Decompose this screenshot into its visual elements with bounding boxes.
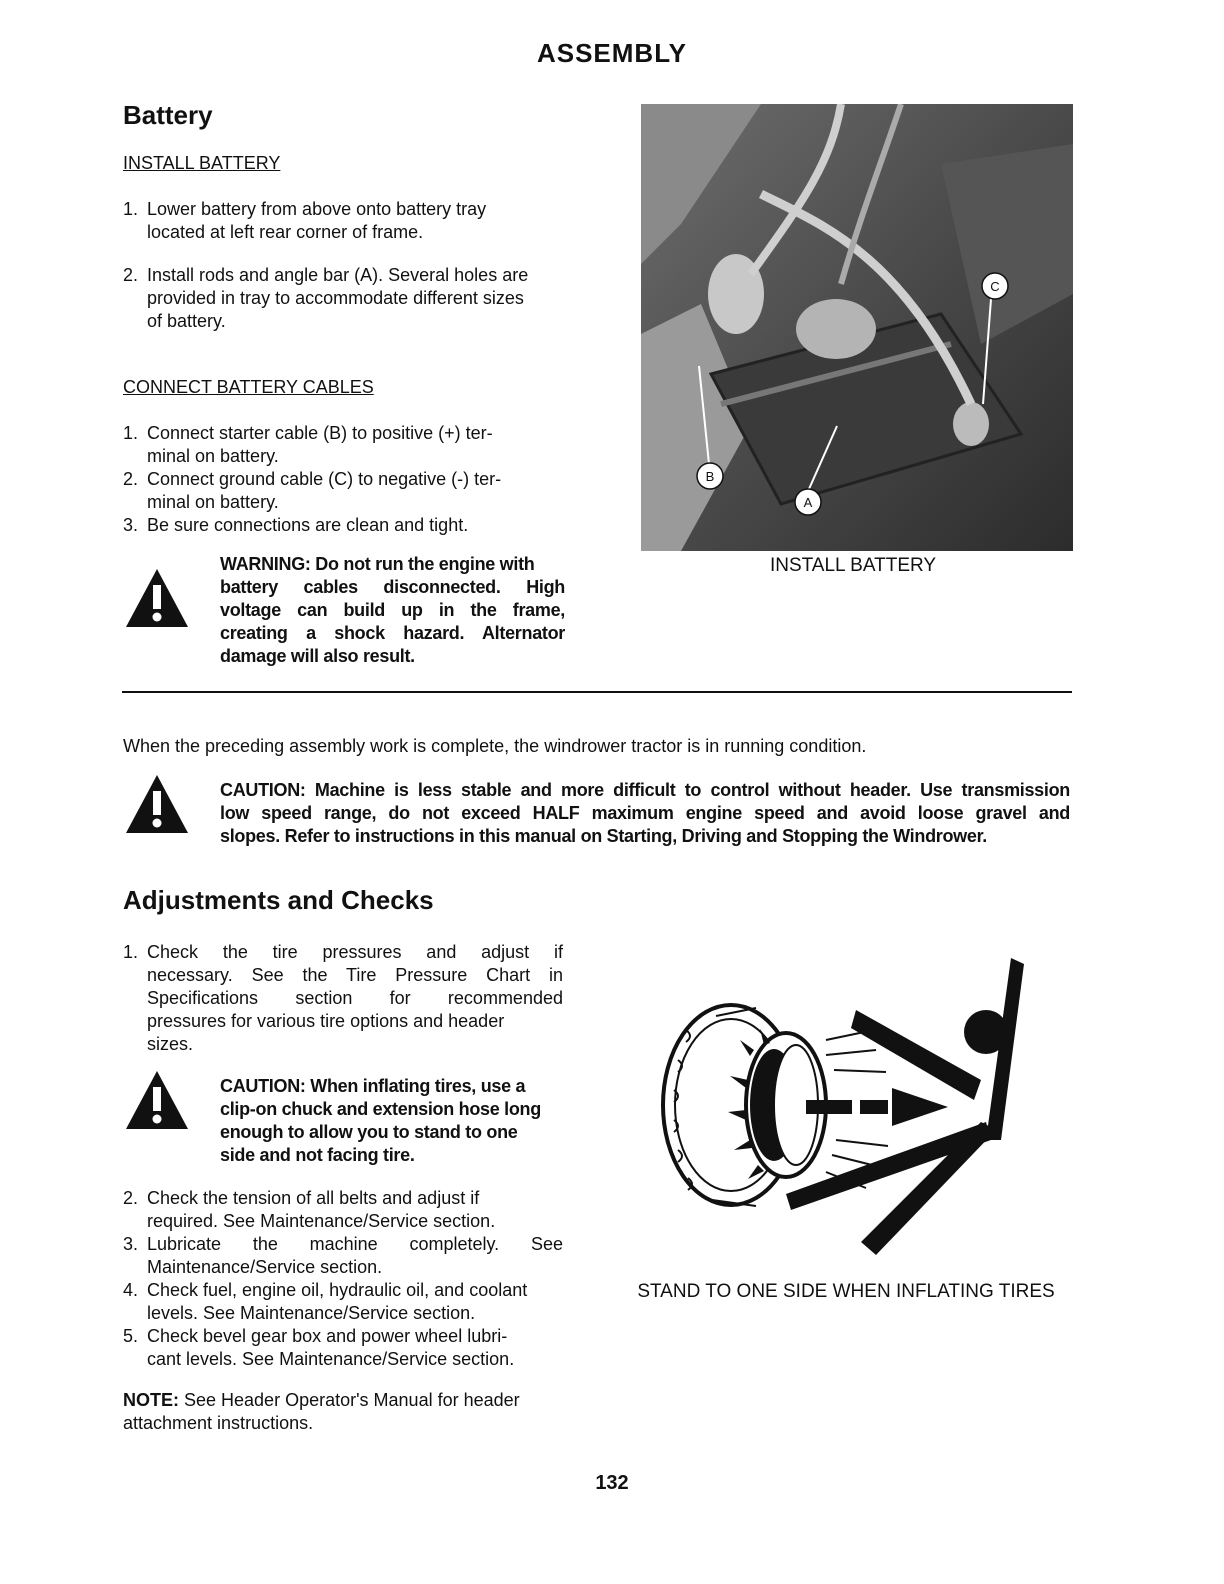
install-battery-steps — [123, 198, 563, 333]
warning-line: damage will also result. — [220, 646, 415, 666]
caution-line: CAUTION: Machine is less stable and more difficult to control without header. Use transmission — [220, 780, 1070, 800]
step-line: Connect starter cable (B) to positive (+) ter- — [147, 423, 493, 443]
tire-figure-caption: STAND TO ONE SIDE WHEN INFLATING TIRES — [637, 1281, 1055, 1302]
step-line: Check bevel gear box and power wheel lubri- — [147, 1326, 508, 1346]
page-header: ASSEMBLY — [536, 38, 688, 68]
page-number: 132 — [595, 1472, 629, 1494]
warning-line: creating a shock hazard. Alternator — [220, 623, 565, 643]
warning-triangle-icon — [124, 567, 190, 629]
step-line: Connect ground cable (C) to negative (-) ter- — [147, 469, 502, 489]
step-line: Check the tension of all belts and adjust if — [147, 1188, 480, 1208]
caution-line: side and not facing tire. — [220, 1145, 415, 1165]
install-battery-caption: INSTALL BATTERY — [769, 555, 937, 576]
step-line: Maintenance/Service section. — [147, 1257, 383, 1277]
step-number: 2. — [123, 265, 139, 285]
step-number: 2. — [123, 1188, 139, 1208]
step-line: Lubricate the machine completely. See — [147, 1234, 563, 1254]
tire-inflation-figure — [656, 950, 1026, 1268]
step-line: necessary. See the Tire Pressure Chart in — [147, 965, 563, 985]
warning-line: battery cables disconnected. High — [220, 577, 565, 597]
connect-step-3 — [123, 514, 563, 537]
step-line: Check the tire pressures and adjust if — [147, 942, 563, 962]
adjust-step-1-list — [123, 941, 563, 1056]
adjust-steps — [123, 1187, 563, 1371]
step-line: minal on battery. — [147, 492, 279, 512]
step-line: Install rods and angle bar (A). Several holes are — [147, 265, 529, 285]
install-step-1 — [123, 198, 563, 244]
step-number: 5. — [123, 1326, 139, 1346]
step-line: located at left rear corner of frame. — [147, 222, 424, 242]
step-line: sizes. — [147, 1034, 194, 1054]
step-line: provided in tray to accommodate different sizes — [147, 288, 524, 308]
machine-caution-text — [220, 779, 1070, 848]
note-label: NOTE: — [123, 1390, 179, 1410]
caution-line: CAUTION: When inflating tires, use a — [220, 1076, 526, 1096]
callout-a: A — [803, 495, 813, 510]
step-number: 4. — [123, 1280, 139, 1300]
install-battery-photo — [641, 104, 1073, 551]
battery-warning-text — [220, 553, 565, 668]
step-line: Check fuel, engine oil, hydraulic oil, and coolant — [147, 1280, 528, 1300]
section-divider — [122, 691, 1072, 693]
note-text: See Header Operator's Manual for header — [179, 1390, 520, 1410]
note-line — [123, 1389, 563, 1412]
adjust-step-1 — [123, 941, 563, 1056]
connect-step-2 — [123, 468, 563, 514]
step-line: Lower battery from above onto battery tray — [147, 199, 487, 219]
install-step-2 — [123, 264, 563, 333]
caution-line: enough to allow you to stand to one — [220, 1122, 518, 1142]
adjustments-section-title: Adjustments and Checks — [123, 885, 434, 915]
warning-triangle-icon — [124, 1069, 190, 1131]
warning-line: voltage can build up in the frame, — [220, 600, 565, 620]
step-number: 2. — [123, 469, 139, 489]
step-line: Specifications section for recommended — [147, 988, 563, 1008]
step-line: pressures for various tire options and header — [147, 1011, 505, 1031]
callout-b: B — [705, 469, 715, 484]
callout-c: C — [990, 279, 1000, 294]
step-number: 1. — [123, 423, 139, 443]
step-line: Be sure connections are clean and tight. — [147, 515, 469, 535]
install-battery-heading: INSTALL BATTERY — [123, 153, 281, 173]
step-line: of battery. — [147, 311, 226, 331]
step-line: levels. See Maintenance/Service section. — [147, 1303, 476, 1323]
battery-section-title: Battery — [123, 100, 213, 130]
adjust-step-4 — [123, 1279, 563, 1325]
adjust-step-3 — [123, 1233, 563, 1279]
step-number: 3. — [123, 1234, 139, 1254]
connect-cables-heading: CONNECT BATTERY CABLES — [123, 377, 374, 397]
step-line: minal on battery. — [147, 446, 279, 466]
step-line: cant levels. See Maintenance/Service section. — [147, 1349, 515, 1369]
step-number: 1. — [123, 942, 139, 962]
caution-line: low speed range, do not exceed HALF maximum engine speed and avoid loose gravel and — [220, 803, 1070, 823]
caution-line: clip-on chuck and extension hose long — [220, 1099, 541, 1119]
connect-step-1 — [123, 422, 563, 468]
note-line: attachment instructions. — [123, 1413, 314, 1433]
adjust-step-2 — [123, 1187, 563, 1233]
adjust-step-5 — [123, 1325, 563, 1371]
step-number: 1. — [123, 199, 139, 219]
header-note — [123, 1389, 563, 1435]
warning-line: WARNING: Do not run the engine with — [220, 554, 535, 574]
connect-cable-steps — [123, 422, 563, 537]
caution-line: slopes. Refer to instructions in this manual on Starting, Driving and Stopping the Windrower. — [220, 826, 987, 846]
running-condition-text: When the preceding assembly work is complete, the windrower tractor is in running condition. — [123, 736, 867, 756]
warning-triangle-icon — [124, 773, 190, 835]
step-number: 3. — [123, 515, 139, 535]
step-line: required. See Maintenance/Service section. — [147, 1211, 496, 1231]
tire-caution-text — [220, 1075, 565, 1167]
